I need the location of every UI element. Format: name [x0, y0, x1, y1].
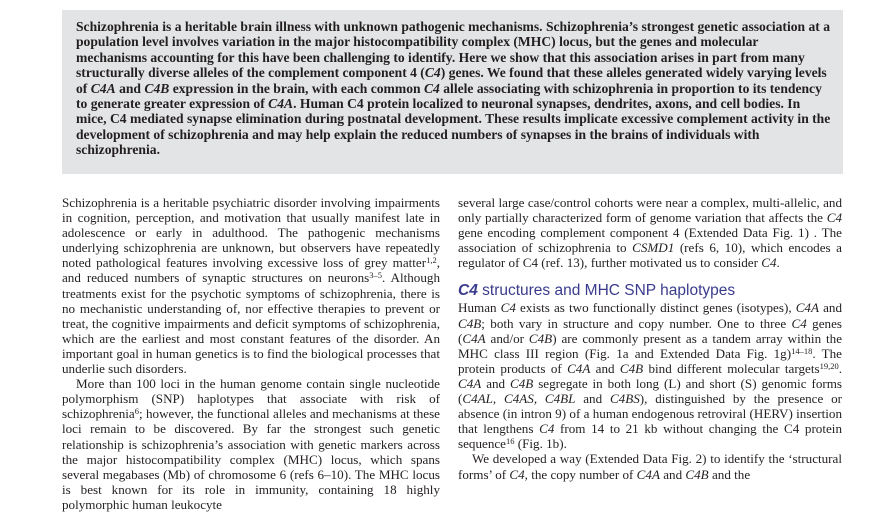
- section-heading: C4 structures and MHC SNP haplotypes: [458, 282, 736, 300]
- body-paragraph-3: several large case/control cohorts were near a complex, multi-allelic, and only partially characterized form of genome variation that affects the C4 gene encoding complement component 4 (Extended Data Fig. 1) . The association of schizophrenia to CSMD1 (refs 6, 10), which encodes a regulator of C4 (ref. 13), further motivated us to consider C4.: [458, 195, 842, 271]
- right-column: [458, 195, 842, 482]
- abstract-box: [62, 10, 843, 174]
- left-column: [62, 195, 440, 512]
- body-paragraph-5: We developed a way (Extended Data Fig. 2) to identify the ‘structural forms’ of C4, the copy number of C4A and C4B and the: [458, 451, 842, 482]
- body-paragraph-4: Human C4 exists as two functionally distinct genes (isotypes), C4A and C4B; both vary in structure and copy number. One to three C4 genes (C4A and/or C4B) are commonly present as a tandem array within the MHC class III region (Fig. 1a and Extended Data Fig. 1g)$^{14-18}$. The protein products of C4A and C4B bind different molecular targets$^{19,20}$. C4A and C4B segregate in both long (L) and short (S) genomic forms (C4AL, C4AS, C4BL and C4BS), distinguished by the presence or absence (in intron 9) of a human endogenous retroviral (HERV) insertion that lengthens C4 from 14 to 21 kb without changing the C4 protein sequence$^{16}$ (Fig. 1b).: [458, 300, 843, 452]
- body-paragraph-1: Schizophrenia is a heritable psychiatric disorder involving impairments in cognition, perception, and motivation that usually manifest late in adolescence or early in adulthood. The pathogenic mechanisms underlying schizophrenia are unknown, but observers have repeatedly noted pathological features involving excessive loss of grey matter$^{1,2}$, and reduced numbers of synaptic structures on neurons$^{3-5}$. Although treatments exist for the psychotic symptoms of schizophrenia, there is no mechanistic understanding of, nor effective therapies to prevent or treat, the cognitive impairments and deficit symptoms of schizophrenia, which are the earliest and most constant features of the disorder. An important goal in human genetics is to find the biological processes that underlie such disorders.: [62, 195, 440, 377]
- body-paragraph-2: More than 100 loci in the human genome contain single nucleotide polymorphism (SNP) haplotypes that associate with risk of schizophrenia$^6$; however, the functional alleles and mechanisms at these loci remain to be discovered. By far the strongest such genetic relationship is schizophrenia’s association with genetic markers across the major histocompatibility complex (MHC) locus, which spans several megabases (Mb) of chromosome 6 (refs 6–10). The MHC locus is best known for its role in immunity, containing 18 highly polymorphic human leukocyte: [62, 376, 440, 512]
- abstract-text: Schizophrenia is a heritable brain illness with unknown pathogenic mechanisms. Schizophrenia’s strongest genetic association at a population level involves variation in the major histocompatibility complex (MHC) locus, but the genes and molecular mechanisms accounting for this have been challenging to identify. Here we show that this association arises in part from many structurally diverse alleles of the complement component 4 (C4) genes. We found that these alleles generated widely varying levels of C4A and C4B expression in the brain, with each common C4 allele associating with schizophrenia in proportion to its tendency to generate greater expression of C4A. Human C4 protein localized to neuronal synapses, dendrites, axons, and cell bodies. In mice, C4 mediated synapse elimination during postnatal development. These results implicate excessive complement activity in the development of schizophrenia and may help explain the reduced numbers of synapses in the brains of individuals with schizophrenia.: [76, 19, 831, 158]
